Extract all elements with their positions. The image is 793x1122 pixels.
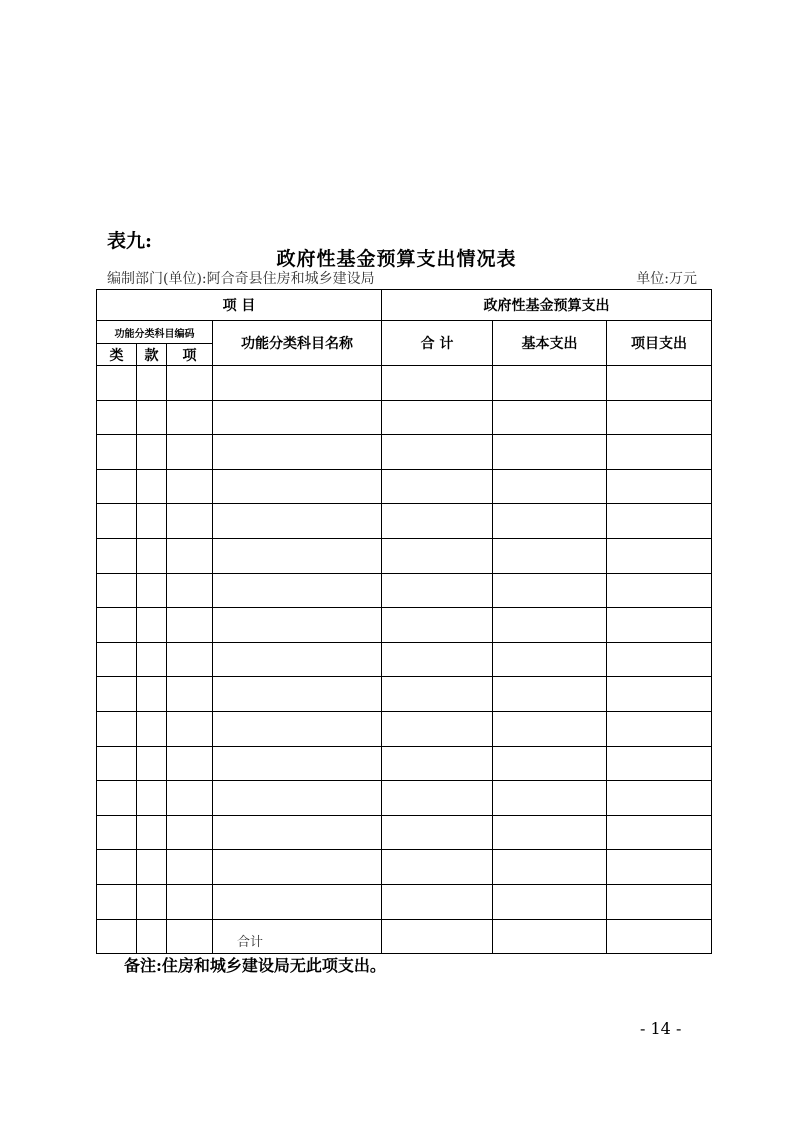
table-row xyxy=(97,781,712,816)
table-cell xyxy=(607,711,712,746)
table-cell xyxy=(607,608,712,643)
table-cell xyxy=(607,919,712,953)
table-cell xyxy=(137,711,167,746)
table-cell xyxy=(137,815,167,850)
table-cell xyxy=(493,919,607,953)
table-cell xyxy=(137,400,167,435)
table-cell xyxy=(97,608,137,643)
table-cell xyxy=(493,850,607,885)
table-cell xyxy=(382,435,493,470)
table-cell xyxy=(493,608,607,643)
table-cell xyxy=(97,815,137,850)
table-cell xyxy=(213,711,382,746)
table-cell xyxy=(167,919,213,953)
table-cell xyxy=(97,573,137,608)
table-cell xyxy=(213,400,382,435)
budget-table xyxy=(96,289,712,954)
meta-row xyxy=(107,270,697,288)
table-cell xyxy=(607,642,712,677)
table-cell xyxy=(493,677,607,712)
table-cell xyxy=(607,746,712,781)
table-cell xyxy=(607,400,712,435)
table-cell xyxy=(213,366,382,401)
table-cell xyxy=(607,469,712,504)
header-xiang: 项 xyxy=(167,344,213,366)
table-cell xyxy=(97,435,137,470)
table-cell xyxy=(607,781,712,816)
table-cell xyxy=(493,538,607,573)
table-cell xyxy=(382,573,493,608)
table-cell xyxy=(213,815,382,850)
table-cell xyxy=(97,711,137,746)
table-cell xyxy=(607,435,712,470)
table-cell xyxy=(167,746,213,781)
table-cell xyxy=(97,642,137,677)
table-cell xyxy=(213,469,382,504)
table-cell xyxy=(493,781,607,816)
document-title: 政府性基金预算支出情况表 xyxy=(276,248,517,270)
table-cell xyxy=(382,677,493,712)
table-cell xyxy=(137,469,167,504)
table-cell xyxy=(382,608,493,643)
table-cell xyxy=(167,677,213,712)
table-cell xyxy=(213,746,382,781)
total-row-label: 合计 xyxy=(213,919,382,953)
table-cell xyxy=(97,400,137,435)
table-cell xyxy=(167,711,213,746)
table-cell xyxy=(382,642,493,677)
table-cell xyxy=(213,504,382,539)
table-cell xyxy=(97,677,137,712)
table-number-label: 表九: xyxy=(107,230,153,252)
table-row xyxy=(97,815,712,850)
table-cell xyxy=(137,573,167,608)
table-cell xyxy=(213,435,382,470)
table-cell xyxy=(137,366,167,401)
table-cell xyxy=(493,642,607,677)
table-cell xyxy=(382,711,493,746)
header-lei: 类 xyxy=(97,344,137,366)
table-cell xyxy=(213,677,382,712)
table-cell xyxy=(493,400,607,435)
table-cell xyxy=(137,884,167,919)
table-cell xyxy=(607,677,712,712)
table-cell xyxy=(607,884,712,919)
table-row xyxy=(97,642,712,677)
table-cell xyxy=(213,884,382,919)
table-cell xyxy=(137,538,167,573)
table-cell xyxy=(167,538,213,573)
table-cell xyxy=(167,435,213,470)
table-cell xyxy=(493,504,607,539)
footnote: 备注:住房和城乡建设局无此项支出。 xyxy=(124,956,386,975)
table-cell xyxy=(382,919,493,953)
table-cell xyxy=(97,850,137,885)
header-kuan: 款 xyxy=(137,344,167,366)
table-cell xyxy=(213,573,382,608)
table-cell xyxy=(382,781,493,816)
table-cell xyxy=(137,919,167,953)
table-row xyxy=(97,746,712,781)
table-cell xyxy=(607,815,712,850)
table-cell xyxy=(382,400,493,435)
table-body xyxy=(97,366,712,954)
table-row xyxy=(97,366,712,401)
table-cell xyxy=(382,850,493,885)
table-cell xyxy=(493,469,607,504)
table-cell xyxy=(607,504,712,539)
total-row xyxy=(97,919,712,953)
table-cell xyxy=(493,815,607,850)
page-number: - 14 - xyxy=(640,1019,682,1038)
header-basic-expense: 基本支出 xyxy=(493,321,607,366)
table-cell xyxy=(97,884,137,919)
unit-label: 单位:万元 xyxy=(636,271,697,287)
table-cell xyxy=(167,815,213,850)
table-cell xyxy=(607,573,712,608)
table-cell xyxy=(607,366,712,401)
table-cell xyxy=(382,366,493,401)
table-cell xyxy=(213,608,382,643)
header-item-group: 项 目 xyxy=(97,290,382,321)
table-cell xyxy=(382,504,493,539)
table-cell xyxy=(137,677,167,712)
header-function-code: 功能分类科目编码 xyxy=(97,321,213,344)
table-cell xyxy=(167,400,213,435)
table-cell xyxy=(493,711,607,746)
table-row xyxy=(97,435,712,470)
table-cell xyxy=(213,781,382,816)
table-cell xyxy=(213,538,382,573)
table-cell xyxy=(167,884,213,919)
table-cell xyxy=(493,746,607,781)
table-cell xyxy=(607,538,712,573)
table-cell xyxy=(137,642,167,677)
department-label: 编制部门(单位):阿合奇县住房和城乡建设局 xyxy=(107,271,375,287)
table-cell xyxy=(382,469,493,504)
table-cell xyxy=(97,781,137,816)
table-cell xyxy=(382,884,493,919)
table-row xyxy=(97,469,712,504)
header-project-expense: 项目支出 xyxy=(607,321,712,366)
table-cell xyxy=(493,366,607,401)
table-cell xyxy=(137,608,167,643)
table-cell xyxy=(97,919,137,953)
table-cell xyxy=(167,608,213,643)
table-cell xyxy=(167,366,213,401)
table-row xyxy=(97,608,712,643)
table-row xyxy=(97,884,712,919)
table-cell xyxy=(97,366,137,401)
table-cell xyxy=(137,850,167,885)
table-cell xyxy=(97,538,137,573)
table-cell xyxy=(382,815,493,850)
table-cell xyxy=(167,781,213,816)
header-total: 合 计 xyxy=(382,321,493,366)
table-cell xyxy=(607,850,712,885)
table-cell xyxy=(382,746,493,781)
table-cell xyxy=(137,504,167,539)
table-cell xyxy=(97,469,137,504)
table-cell xyxy=(97,746,137,781)
table-cell xyxy=(493,884,607,919)
table-cell xyxy=(493,573,607,608)
table-cell xyxy=(213,850,382,885)
header-budget-group: 政府性基金预算支出 xyxy=(382,290,712,321)
table-cell xyxy=(493,435,607,470)
table-cell xyxy=(137,746,167,781)
table-cell xyxy=(167,469,213,504)
table-row xyxy=(97,850,712,885)
table-cell xyxy=(167,504,213,539)
table-cell xyxy=(382,538,493,573)
table-cell xyxy=(213,642,382,677)
table-row xyxy=(97,711,712,746)
header-function-name: 功能分类科目名称 xyxy=(213,321,382,366)
table-cell xyxy=(97,504,137,539)
table-cell xyxy=(137,781,167,816)
table-row xyxy=(97,400,712,435)
table-row xyxy=(97,573,712,608)
table-row xyxy=(97,504,712,539)
table-row xyxy=(97,538,712,573)
table-cell xyxy=(167,573,213,608)
table-cell xyxy=(167,642,213,677)
table-row xyxy=(97,677,712,712)
table-cell xyxy=(137,435,167,470)
table-cell xyxy=(167,850,213,885)
